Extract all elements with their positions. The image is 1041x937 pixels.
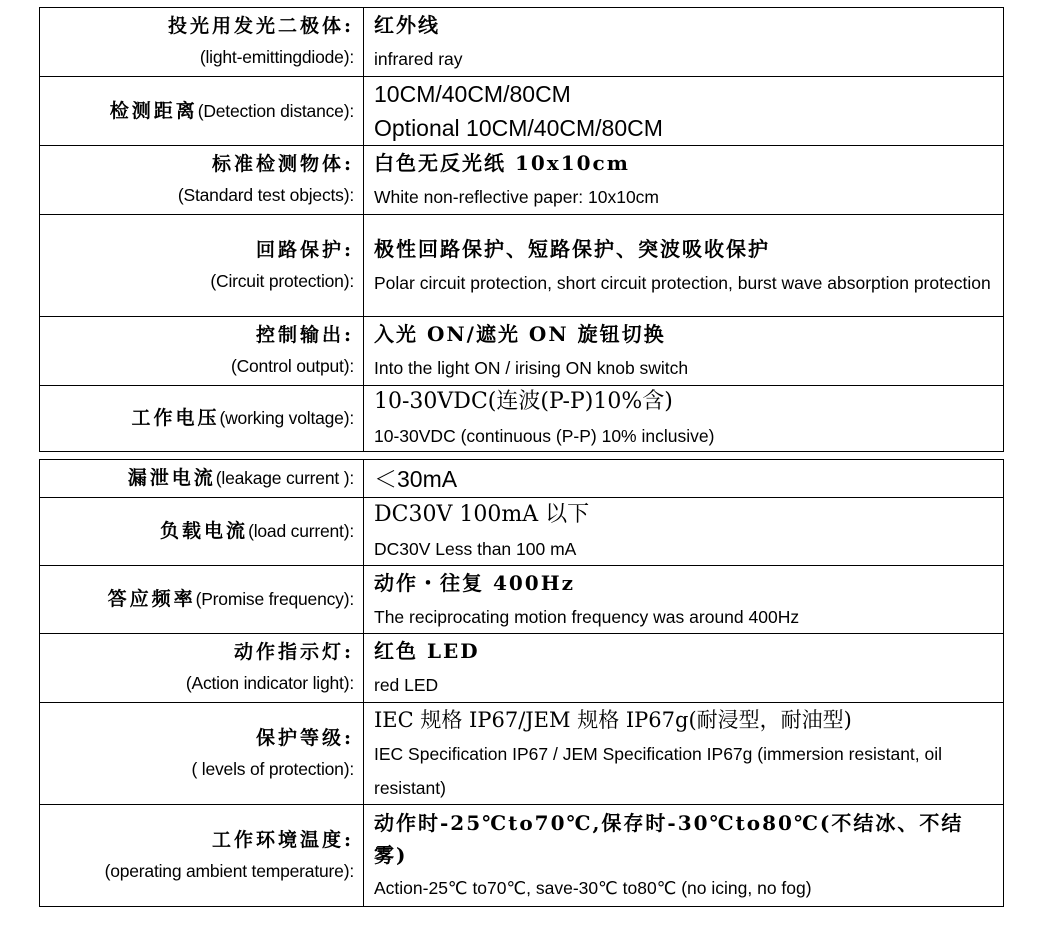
spec-row-leakage-current xyxy=(40,460,1003,497)
row-value xyxy=(364,805,1003,906)
spec-row-response-frequency xyxy=(40,565,1003,633)
row-value xyxy=(364,8,1003,76)
value-zh: 红色 LED xyxy=(374,639,480,663)
value-zh: 10-30VDC(连波(P-P)10%含) xyxy=(374,388,673,414)
row-value xyxy=(364,146,1003,214)
label-inline xyxy=(160,515,354,548)
spec-row-working-voltage xyxy=(40,385,1003,451)
row-value xyxy=(364,566,1003,633)
row-label xyxy=(40,77,364,145)
value-zh: 红外线 xyxy=(374,13,440,37)
row-label xyxy=(40,8,364,76)
spec-row-load-current xyxy=(40,497,1003,565)
row-label xyxy=(40,215,364,316)
value-line-2: Optional 10CM/40CM/80CM xyxy=(374,115,663,141)
spec-row-action-indicator xyxy=(40,633,1003,702)
label-zh: 检测距离 xyxy=(109,99,198,122)
spec-row-ambient-temperature xyxy=(40,804,1003,906)
label-inline xyxy=(128,462,354,495)
spec-row-protection-level xyxy=(40,702,1003,804)
label-inline xyxy=(108,583,354,616)
spec-row-detection-distance xyxy=(40,76,1003,145)
row-value xyxy=(364,77,1003,145)
label-zh: 动作指示灯: xyxy=(233,641,354,663)
row-label xyxy=(40,146,364,214)
value-en: Into the light ON / irising ON knob switch xyxy=(374,358,689,378)
row-label xyxy=(40,566,364,633)
value-line-1: ＜30mA xyxy=(374,465,458,492)
value-zh: 动作・往复 400Hz xyxy=(374,570,575,595)
value-en: White non-reflective paper: 10x10cm xyxy=(374,187,659,207)
row-value xyxy=(364,317,1003,385)
label-zh: 标准检测物体: xyxy=(211,153,354,175)
row-label xyxy=(40,703,364,804)
label-en: (load current): xyxy=(248,521,354,541)
spec-row-circuit-protection xyxy=(40,214,1003,316)
label-zh: 投光用发光二极体: xyxy=(167,15,354,37)
label-en: (operating ambient temperature): xyxy=(104,860,354,881)
label-en: (Control output): xyxy=(230,356,354,376)
label-inline xyxy=(110,95,354,128)
spec-row-control-output xyxy=(40,316,1003,385)
label-zh: 负载电流 xyxy=(160,520,249,542)
row-label xyxy=(40,460,364,497)
label-en: (leakage current ): xyxy=(215,468,354,488)
label-zh: 工作电压 xyxy=(131,407,220,429)
label-en: (working voltage): xyxy=(219,408,354,428)
row-value xyxy=(364,634,1003,702)
row-value xyxy=(364,215,1003,316)
row-label xyxy=(40,317,364,385)
row-label xyxy=(40,805,364,906)
value-en: red LED xyxy=(374,675,439,695)
label-en: (Promise frequency): xyxy=(195,589,354,609)
label-zh: 控制输出: xyxy=(255,324,354,346)
label-inline xyxy=(131,402,354,435)
row-label xyxy=(40,498,364,565)
label-en: (Standard test objects): xyxy=(177,185,354,205)
label-zh: 工作环境温度: xyxy=(211,828,354,851)
row-value xyxy=(364,386,1003,451)
value-en: DC30V Less than 100 mA xyxy=(374,538,577,559)
row-value xyxy=(364,460,1003,497)
value-zh: IEC 规格 IP67/JEM 规格 IP67g(耐浸型，耐油型) xyxy=(374,707,852,732)
label-en: (Circuit protection): xyxy=(210,270,354,291)
value-en: infrared ray xyxy=(374,49,463,69)
row-value xyxy=(364,498,1003,565)
value-zh: 极性回路保护、短路保护、突波吸收保护 xyxy=(374,236,770,261)
value-zh: 动作时-25℃to70℃,保存时-30℃to80℃(不结冰、不结雾) xyxy=(374,810,964,867)
value-zh: 白色无反光纸 10x10cm xyxy=(374,151,630,175)
spec-table-2 xyxy=(39,459,1004,907)
value-en: Polar circuit protection, short circuit protection, burst wave absorption protection xyxy=(374,272,991,293)
label-zh: 漏泄电流 xyxy=(127,467,216,489)
row-label xyxy=(40,386,364,451)
value-zh: DC30V 100mA 以下 xyxy=(374,501,590,527)
label-zh: 答应频率 xyxy=(107,588,196,610)
value-line-1: 10CM/40CM/80CM xyxy=(374,81,571,107)
spec-table-1 xyxy=(39,7,1004,452)
spec-row-led xyxy=(40,8,1003,76)
value-en: IEC Specification IP67 / JEM Specification IP67g (immersion resistant, oil resistant) xyxy=(374,743,943,798)
label-zh: 回路保护: xyxy=(255,238,354,261)
label-en: ( levels of protection): xyxy=(191,758,354,779)
row-label xyxy=(40,634,364,702)
value-en: 10-30VDC (continuous (P-P) 10% inclusive) xyxy=(374,425,715,446)
label-en: (Action indicator light): xyxy=(185,673,354,693)
label-en: (Detection distance): xyxy=(197,100,354,121)
label-en: (light-emittingdiode): xyxy=(199,47,354,67)
value-en: The reciprocating motion frequency was around 400Hz xyxy=(374,606,800,627)
value-zh: 入光 ON/遮光 ON 旋钮切换 xyxy=(374,322,666,346)
row-value xyxy=(364,703,1003,804)
spec-row-standard-test-object xyxy=(40,145,1003,214)
value-en: Action-25℃ to70℃, save-30℃ to80℃ (no icing, no fog) xyxy=(374,877,812,898)
label-zh: 保护等级: xyxy=(255,726,354,749)
